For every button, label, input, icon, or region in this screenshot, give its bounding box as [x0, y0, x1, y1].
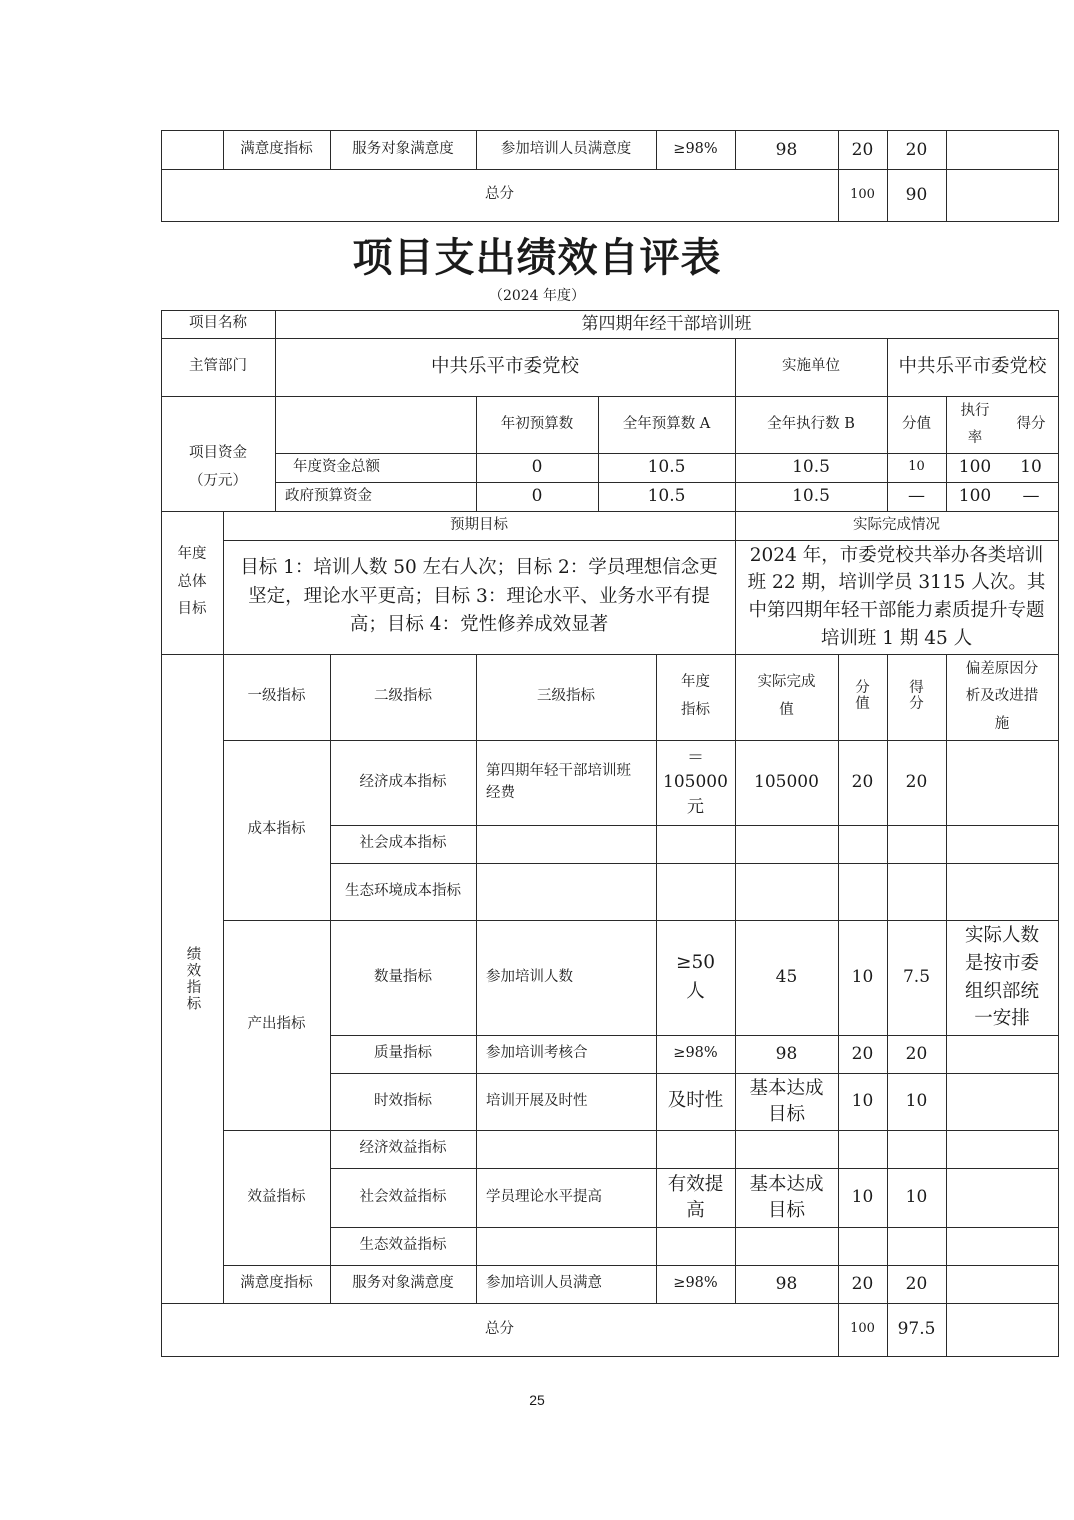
row-level2: 社会效益指标 — [359, 1188, 447, 1205]
row-target: ＝105000元 — [663, 747, 728, 817]
group-level1: 满意度指标 — [240, 1275, 313, 1292]
funds-header-rate: 执行率 — [960, 403, 990, 446]
row-level2: 社会成本指标 — [359, 835, 447, 852]
row-actual: 98 — [775, 1043, 798, 1064]
total-label: 总分 — [485, 186, 514, 203]
row-target: 有效提高 — [667, 1173, 724, 1221]
row-level2: 质量指标 — [374, 1045, 432, 1062]
row-level3: 培训开展及时性 — [486, 1092, 588, 1109]
row-score: 10 — [905, 1091, 928, 1112]
row-actual: 基本达成目标 — [749, 1077, 824, 1125]
indicators-section-label — [161, 654, 223, 1303]
row-target: ≥98% — [673, 1045, 718, 1062]
total-label: 总分 — [485, 1320, 514, 1337]
row-target: ≥50人 — [675, 951, 716, 1002]
row-weight: 10 — [851, 967, 874, 988]
row-actual: 45 — [775, 967, 798, 988]
funds-header-exec: 全年执行数 B — [767, 415, 855, 432]
row-level2: 服务对象满意度 — [352, 1275, 454, 1292]
cell-level2: 服务对象满意度 — [352, 141, 454, 158]
row-target: ≥98% — [673, 1275, 718, 1292]
row-level3: 参加培训人员满意 — [486, 1275, 602, 1292]
funds-row-initial: 0 — [531, 457, 543, 478]
funds-row-weight: — — [908, 486, 925, 507]
row-weight: 20 — [851, 1043, 874, 1064]
row-level2: 经济效益指标 — [359, 1140, 447, 1157]
row-score: 20 — [905, 772, 928, 793]
funds-row-rate: 100 — [958, 457, 992, 478]
row-score: 20 — [905, 1273, 928, 1294]
header-target: 年度指标 — [681, 674, 710, 718]
funds-row-weight: 10 — [908, 459, 925, 475]
funds-row-name: 政府预算资金 — [285, 487, 372, 504]
header-level3: 三级指标 — [537, 688, 595, 705]
header-weight: 分值 — [855, 680, 870, 712]
table-line — [1058, 310, 1059, 1357]
row-level3: 参加培训考核合 — [486, 1045, 588, 1062]
dept-value: 中共乐平市委党校 — [430, 355, 579, 377]
table-line — [161, 221, 1059, 222]
header-score: 得分 — [909, 680, 924, 712]
row-level2: 经济成本指标 — [359, 773, 447, 790]
total-score: 97.5 — [897, 1319, 936, 1340]
page-title: 项目支出绩效自评表 — [352, 235, 722, 281]
header-actual: 实际完成值 — [757, 674, 816, 718]
row-level2: 数量指标 — [374, 968, 432, 985]
row-weight: 10 — [851, 1187, 874, 1208]
row-weight: 20 — [851, 1273, 874, 1294]
funds-row-exec: 10.5 — [792, 486, 830, 507]
header-level1: 一级指标 — [247, 688, 306, 705]
goals-actual: 2024 年，市委党校共举办各类培训班 22 期，培训学员 3115 人次。其中第四期年轻干部能力素质提升专题培训班 1 期 45 人 — [747, 544, 1046, 649]
table-line — [161, 1356, 1059, 1357]
row-actual: 98 — [775, 1273, 798, 1294]
year-subtitle: （2024 年度） — [488, 288, 586, 304]
funds-label: 项目资金 — [189, 445, 247, 462]
funds-header-initial: 年初预算数 — [500, 415, 574, 432]
total-weight: 100 — [850, 1321, 875, 1337]
goals-actual-header: 实际完成情况 — [853, 516, 940, 533]
funds-row-score: — — [1022, 486, 1040, 507]
cell-score: 20 — [905, 139, 928, 160]
funds-row-score: 10 — [1020, 457, 1042, 478]
funds-row-name: 年度资金总额 — [293, 458, 380, 475]
row-note — [946, 740, 1058, 825]
funds-row-budget: 10.5 — [647, 486, 686, 507]
indicators-section-text: 绩效指标 — [184, 945, 201, 1012]
cell-level3: 参加培训人员满意度 — [500, 141, 632, 158]
row-target: 及时性 — [667, 1090, 724, 1112]
row-level3: 参加培训人数 — [486, 968, 573, 985]
row-actual: 105000 — [754, 772, 819, 793]
group-level1: 效益指标 — [247, 1188, 306, 1205]
row-score: 20 — [905, 1043, 928, 1064]
header-note: 偏差原因分析及改进措施 — [965, 660, 1039, 732]
funds-header-score: 得分 — [1016, 415, 1046, 432]
impl-label: 实施单位 — [782, 358, 840, 375]
impl-value: 中共乐平市委党校 — [898, 356, 1047, 378]
cell-actual: 98 — [775, 139, 798, 160]
funds-row-budget: 10.5 — [647, 457, 686, 478]
row-weight: 10 — [851, 1091, 874, 1112]
total-score: 90 — [905, 184, 928, 205]
group-level1: 成本指标 — [247, 821, 306, 838]
row-level3: 第四期年轻干部培训班经费 — [486, 763, 631, 801]
row-note: 实际人数是按市委组织部统一安排 — [964, 925, 1039, 1030]
row-score: 7.5 — [902, 967, 931, 988]
cell-weight: 20 — [851, 139, 874, 160]
funds-row-initial: 0 — [531, 486, 543, 507]
goals-expected: 目标 1：培训人数 50 左右人次；目标 2：学员理想信念更坚定，理论水平更高；目标 3：理论水平、业务水平有提高；目标 4：党性修养成效显著 — [240, 556, 718, 636]
header-level2: 二级指标 — [374, 688, 432, 705]
row-level3: 学员理论水平提高 — [486, 1188, 602, 1205]
cell-note — [946, 130, 1058, 170]
funds-unit: （万元） — [189, 472, 247, 489]
funds-row-exec: 10.5 — [792, 457, 830, 478]
goals-label: 年度总体目标 — [177, 546, 207, 618]
funds-row-rate: 100 — [958, 486, 992, 507]
funds-header-weight: 分值 — [902, 415, 931, 432]
row-weight: 20 — [851, 772, 874, 793]
row-level2: 时效指标 — [374, 1092, 432, 1109]
goals-expected-header: 预期目标 — [450, 516, 508, 533]
project-name-value: 第四期年经干部培训班 — [581, 313, 752, 334]
total-weight: 100 — [850, 186, 875, 202]
funds-label-cell — [161, 396, 275, 511]
dept-label: 主管部门 — [189, 358, 247, 375]
funds-header-budget: 全年预算数 A — [622, 415, 711, 432]
row-level2: 生态效益指标 — [359, 1237, 447, 1254]
row-actual: 基本达成目标 — [749, 1173, 824, 1221]
row-level2: 生态环境成本指标 — [345, 882, 461, 899]
table-line — [1058, 130, 1059, 222]
group-level1: 产出指标 — [247, 1016, 306, 1033]
cell-target: ≥98% — [673, 141, 718, 158]
cell-level1: 满意度指标 — [240, 141, 313, 158]
row-score: 10 — [905, 1187, 928, 1208]
project-name-label: 项目名称 — [189, 315, 247, 332]
page-number: 25 — [529, 1392, 545, 1408]
